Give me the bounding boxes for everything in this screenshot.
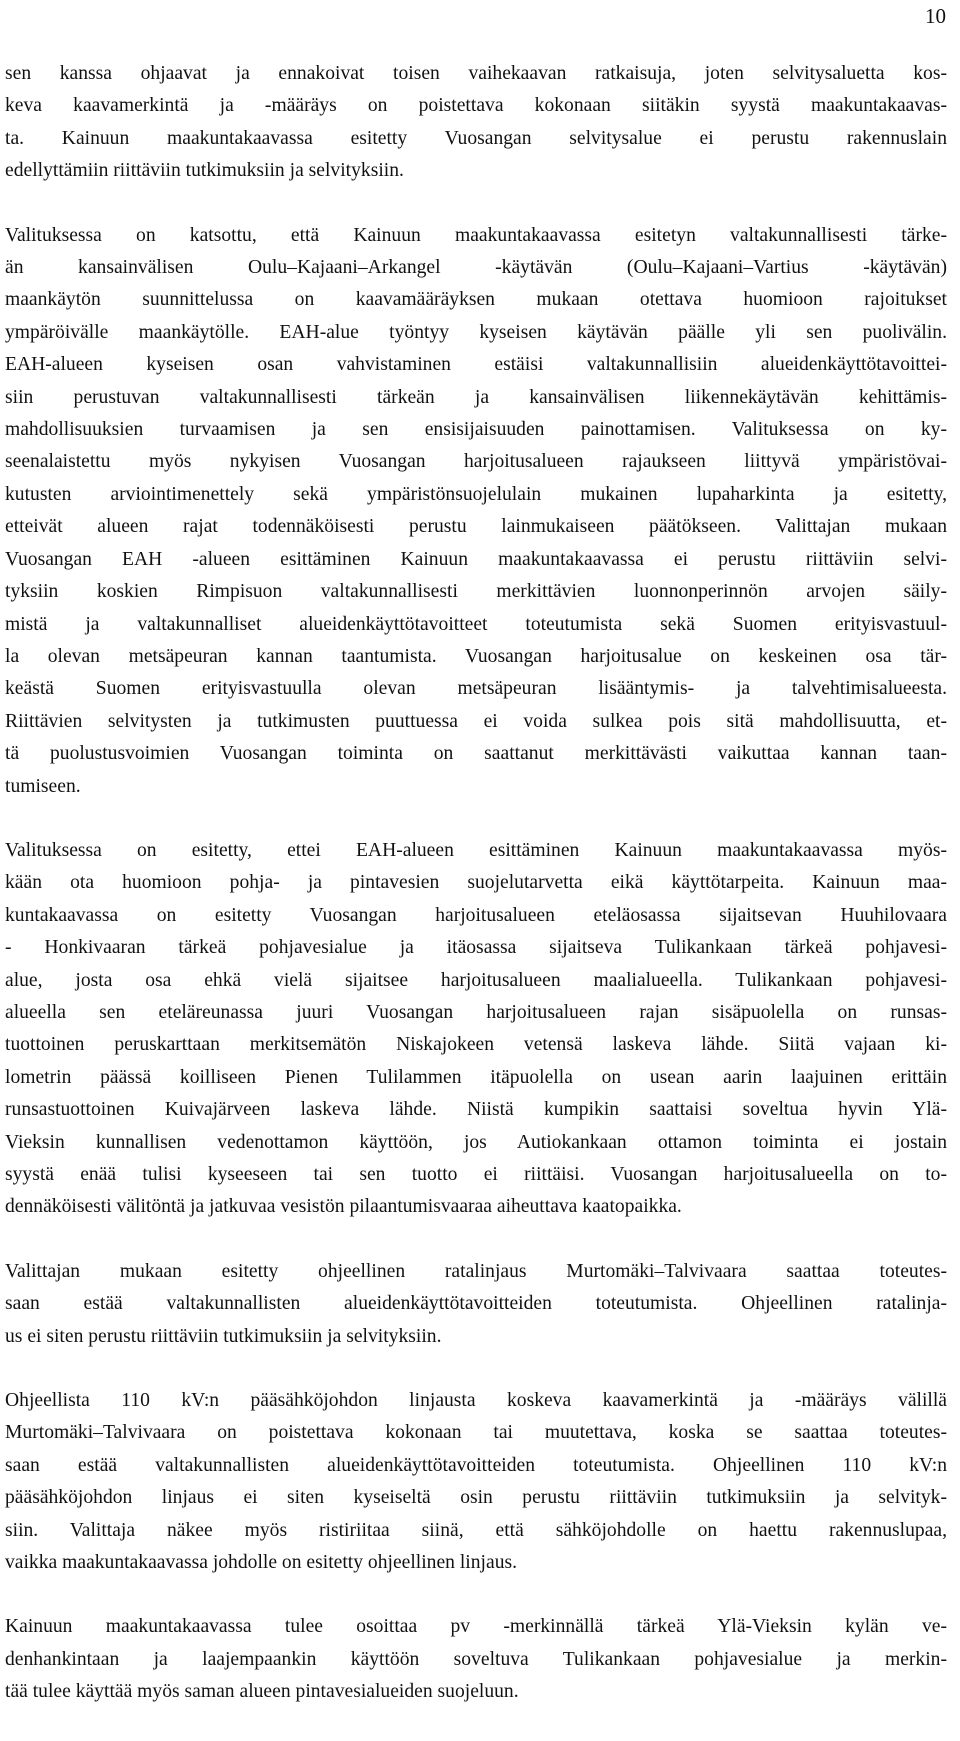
text-line: Murtomäki–Talvivaara on poistettava kokonaan tai muutettava, koska se saattaa toteutes-: [5, 1422, 947, 1444]
text-line: siin perustuvan valtakunnallisesti tärkeän ja kansainvälisen liikennekäytävän kehittämis-: [5, 386, 947, 408]
text-line: Ohjeellista 110 kV:n pääsähköjohdon linjausta koskeva kaavamerkintä ja -määräys välillä: [5, 1390, 947, 1412]
text-line: tuottoinen peruskarttaan merkitsemätön Niskajokeen vetensä laskeva lähde. Siitä vajaan ki-: [5, 1034, 947, 1056]
paragraph: [5, 58, 947, 188]
text-line: ta. Kainuun maakuntakaavassa esitetty Vuosangan selvitysalue ei perustu rakennuslain: [5, 127, 947, 149]
text-line: edellyttämiin riittäviin tutkimuksiin ja selvityksiin.: [5, 160, 404, 182]
text-line: mistä ja valtakunnalliset alueidenkäyttötavoitteet toteutumista sekä Suomen erityisvastuul-: [5, 613, 947, 635]
text-line: - Honkivaaran tärkeä pohjavesialue ja itäosassa sijaitseva Tulikankaan tärkeä pohjavesi-: [5, 937, 947, 959]
paragraph: [5, 1256, 947, 1353]
text-line: seenalaistettu myös nykyisen Vuosangan harjoitusalueen rajaukseen liittyvä ympäristövai-: [5, 451, 947, 473]
text-line: us ei siten perustu riittäviin tutkimuksiin ja selvityksiin.: [5, 1325, 442, 1347]
document-body: [5, 58, 947, 1741]
text-line: tyksiin koskien Rimpisuon valtakunnallisesti merkittävien luonnonperinnön arvojen säily-: [5, 581, 947, 603]
text-line: saan estää valtakunnallisten alueidenkäyttötavoitteiden toteutumista. Ohjeellinen 110 kV:n: [5, 1454, 947, 1476]
text-line: etteivät alueen rajat todennäköisesti perustu lainmukaiseen päätökseen. Valittajan mukaan: [5, 516, 947, 538]
text-line: Valituksessa on katsottu, että Kainuun maakuntakaavassa esitetyn valtakunnallisesti tärke-: [5, 224, 947, 246]
text-line: tää tulee käyttää myös saman alueen pintavesialueiden suojeluun.: [5, 1681, 519, 1703]
paragraph: [5, 1611, 947, 1708]
paragraph: [5, 835, 947, 1224]
text-line: kutusten arviointimenettely sekä ympäristönsuojelulain mukainen lupaharkinta ja esitetty,: [5, 483, 947, 505]
text-line: runsastuottoinen Kuivajärveen laskeva lähde. Niistä kumpikin saattaisi soveltua hyvin Ylä-: [5, 1099, 947, 1121]
text-line: saan estää valtakunnallisten alueidenkäyttötavoitteiden toteutumista. Ohjeellinen ratalinja-: [5, 1293, 947, 1315]
text-line: kuntakaavassa on esitetty Vuosangan harjoitusalueen eteläosassa sijaitsevan Huuhilovaara: [5, 904, 947, 926]
text-line: än kansainvälisen Oulu–Kajaani–Arkangel -käytävän (Oulu–Kajaani–Vartius -käytävän): [5, 257, 947, 279]
text-line: ympäröivälle maankäytölle. EAH-alue työntyy kyseisen käytävän päälle yli sen puolivälin.: [5, 321, 947, 343]
text-line: Vieksin kunnallisen vedenottamon käyttöön, jos Autiokankaan ottamon toiminta ei jostain: [5, 1131, 947, 1153]
text-line: Riittävien selvitysten ja tutkimusten puuttuessa ei voida sulkea pois sitä mahdollisuutta, et-: [5, 710, 947, 732]
text-line: pääsähköjohdon linjaus ei siten kyseiseltä osin perustu riittäviin tutkimuksiin ja selvityk-: [5, 1487, 947, 1509]
text-line: keva kaavamerkintä ja -määräys on poistettava kokonaan siitäkin syystä maakuntakaavas-: [5, 95, 947, 117]
text-line: maankäytön suunnittelussa on kaavamääräyksen mukaan otettava huomioon rajoitukset: [5, 289, 947, 311]
text-line: Kainuun maakuntakaavassa tulee osoittaa pv -merkinnällä tärkeä Ylä-Vieksin kylän ve-: [5, 1616, 947, 1638]
text-line: keästä Suomen erityisvastuulla olevan metsäpeuran lisääntymis- ja talvehtimisalueesta.: [5, 678, 947, 700]
paragraph: [5, 1385, 947, 1579]
text-line: siin. Valittaja näkee myös ristiriitaa siinä, että sähköjohdolle on haettu rakennuslupaa,: [5, 1519, 947, 1541]
page-number: 10: [925, 4, 946, 28]
text-line: denhankintaan ja laajempaankin käyttöön soveltuva Tulikankaan pohjavesialue ja merkin-: [5, 1648, 947, 1670]
text-line: Vuosangan EAH -alueen esittäminen Kainuun maakuntakaavassa ei perustu riittäviin selvi-: [5, 548, 947, 570]
text-line: tumiseen.: [5, 775, 81, 797]
text-line: Valittajan mukaan esitetty ohjeellinen ratalinjaus Murtomäki–Talvivaara saattaa toteutes-: [5, 1260, 947, 1282]
text-line: alueella sen eteläreunassa juuri Vuosangan harjoitusalueen rajan sisäpuolella on runsas-: [5, 1001, 947, 1023]
text-line: alue, josta osa ehkä vielä sijaitsee harjoitusalueen maalialueella. Tulikankaan pohjavesi-: [5, 969, 947, 991]
paragraph: [5, 220, 947, 803]
text-line: sen kanssa ohjaavat ja ennakoivat toisen vaihekaavan ratkaisuja, joten selvitysaluetta kos-: [5, 63, 947, 84]
text-line: vaikka maakuntakaavassa johdolle on esitetty ohjeellinen linjaus.: [5, 1552, 518, 1574]
text-line: dennäköisesti välitöntä ja jatkuvaa vesistön pilaantumisvaaraa aiheuttava kaatopaikka.: [5, 1196, 682, 1218]
text-line: mahdollisuuksien turvaamisen ja sen ensisijaisuuden painottamisen. Valituksessa on ky-: [5, 419, 947, 441]
text-line: syystä enää tulisi kyseeseen tai sen tuotto ei riittäisi. Vuosangan harjoitusalueella on to-: [5, 1164, 947, 1185]
text-line: lometrin päässä koilliseen Pienen Tulilammen itäpuolella on usean aarin laajuinen erittäin: [5, 1066, 947, 1088]
text-line: Valituksessa on esitetty, ettei EAH-alueen esittäminen Kainuun maakuntakaavassa myös-: [5, 839, 947, 861]
text-line: EAH-alueen kyseisen osan vahvistaminen estäisi valtakunnallisiin alueidenkäyttötavoittei-: [5, 354, 947, 376]
text-line: tä puolustusvoimien Vuosangan toiminta on saattanut merkittävästi vaikuttaa kannan taan-: [5, 743, 947, 765]
text-line: kään ota huomioon pohja- ja pintavesien suojelutarvetta eikä käyttötarpeita. Kainuun maa-: [5, 872, 947, 894]
text-line: la olevan metsäpeuran kannan taantumista. Vuosangan harjoitusalue on keskeinen osa tär-: [5, 645, 947, 667]
